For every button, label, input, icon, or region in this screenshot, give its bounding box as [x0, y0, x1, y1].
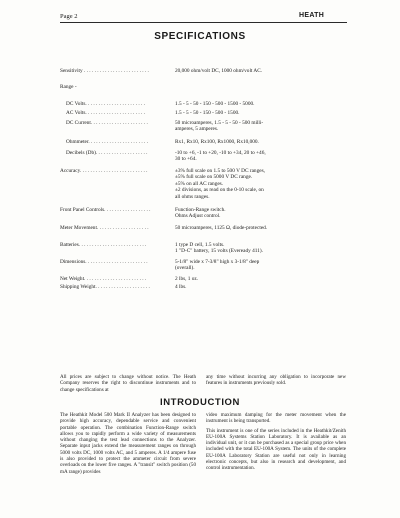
spec-value-line: 20,000 ohm/volt DC, 1000 ohm/volt AC.: [175, 68, 263, 74]
header-rule: [60, 22, 347, 23]
spec-label: Front Panel Controls. . . . . . . . . . . . . . . . . .: [60, 207, 151, 213]
spec-value-line: 50 microamperes, 1125 Ω, diode-protected.: [175, 225, 268, 231]
notice-left: [60, 374, 196, 396]
spec-value: [175, 139, 350, 145]
spec-label: Decibels (Db). . . . . . . . . . . . . . . . . . . .: [66, 150, 148, 156]
spec-value-line: amperes, 5 amperes.: [175, 126, 219, 133]
spec-value: [175, 242, 350, 255]
spec-value-line: 1.5 - 5 - 50 - 150 - 500 - 1500 - 5000.: [175, 101, 255, 107]
intro-left-paragraph: The Heathkit Model 500 Mark II Analyzer has been designed to provide high accuracy, dependable service and convenient portable operation. The combination Function-Range switch allows you to rapidly perform a wide variety of measurements without changing the test lead connections to the Analyzer. Separate input jacks extend the measurement ranges on through 5000 volts DC, 1000 volts AC, and 5 amperes. A 1/4 ampere fuse is also provided to protect the ammeter circuit from severe overloads on the lower five ranges. A "transit" switch position (50 mA range) provides: [60, 412, 196, 475]
spec-value-line: Ohms Adjust control.: [175, 213, 221, 220]
spec-value-line: 4 lbs.: [175, 284, 187, 290]
spec-value-line: 30 to +64.: [175, 156, 197, 163]
spec-value: [175, 110, 350, 116]
intro-right-paragraph: video maximum damping for the meter movement when the instrument is being transported.: [206, 412, 346, 425]
spec-value: [175, 120, 350, 133]
page-number: Page 2: [60, 13, 78, 20]
spec-label: Net Weight. . . . . . . . . . . . . . . . . . . . . . . .: [60, 276, 147, 282]
spec-value: [175, 150, 350, 163]
spec-value-line: Rx1, Rx10, Rx100, Rx1000, Rx10,000.: [175, 139, 259, 145]
spec-label: Meter Movement. . . . . . . . . . . . . . . . . . . .: [60, 225, 149, 231]
spec-label: DC Volts. . . . . . . . . . . . . . . . . . . . . . .: [66, 101, 145, 107]
spec-value: [175, 259, 350, 272]
spec-value-line: 2 lbs, 1 oz.: [175, 276, 199, 282]
spec-label: Dimensions. . . . . . . . . . . . . . . . . . . . . . . .: [60, 259, 148, 265]
spec-label: Range -: [60, 84, 77, 90]
spec-value-line: all ohms ranges.: [175, 193, 210, 200]
spec-value-line: 1.5 - 5 - 50 - 150 - 500 - 1500.: [175, 110, 240, 116]
spec-label: DC Current. . . . . . . . . . . . . . . . . . . . . .: [66, 120, 148, 126]
specifications-title: SPECIFICATIONS: [154, 31, 246, 42]
spec-label: Batteries. . . . . . . . . . . . . . . . . . . . . . . . . .: [60, 242, 147, 248]
spec-value-line: ±2 divisions, as read on the 0-10 scale, on: [175, 187, 264, 194]
spec-value-line: 1 "D-C" battery, 15 volts (Eveready 411).: [175, 248, 263, 255]
spec-value-line: (overall).: [175, 265, 195, 272]
spec-value-line: -10 to +6, -1 to +20, -10 to +34, 20 to +46,: [175, 150, 266, 156]
spec-value: [175, 168, 350, 200]
spec-label: AC Volts. . . . . . . . . . . . . . . . . . . . . . .: [66, 110, 145, 116]
notice-right: [206, 374, 346, 390]
spec-label: Sensitivity . . . . . . . . . . . . . . . . . . . . . . . . .: [60, 68, 149, 74]
brand-name: HEATH: [299, 12, 325, 19]
spec-value-line: 5-1/8" wide x 7-3/8" high x 3-1/8" deep: [175, 259, 260, 265]
spec-value: [175, 101, 350, 107]
spec-value: [175, 68, 350, 74]
spec-value-line: 1 type D cell, 1.5 volts.: [175, 242, 225, 248]
introduction-title: INTRODUCTION: [159, 397, 241, 408]
notice-right-text: any time without incurring any obligation to incorporate new features in instruments previously sold.: [206, 374, 346, 387]
spec-value-line: Function-Range switch.: [175, 207, 226, 213]
introduction-right-column: [206, 412, 346, 475]
spec-value: [175, 276, 350, 282]
spec-value: [175, 284, 350, 290]
spec-label: Ohmmeter. . . . . . . . . . . . . . . . . . . . . . .: [66, 139, 148, 145]
spec-label: Shipping Weight. . . . . . . . . . . . . . . . . . . . .: [60, 284, 150, 290]
spec-value: [175, 225, 350, 231]
spec-value: [175, 207, 350, 220]
intro-right-paragraph: This instrument is one of the series included in the Heathkit/Zenith EU-100A Systems Station Laboratory. It is available as an individual unit, or it can be purchased as a special group price when included with the total EU-100A System. The units of the complete EU-100A Laboratory Station are useful not only in learning electronic concepts, but also in research and development, and control instrumentation.: [206, 427, 346, 472]
spec-value-line: ±5% on all AC ranges.: [175, 180, 224, 187]
spec-value-line: ±5% full scale on 5000 V DC range.: [175, 174, 253, 181]
spec-value-line: 50 microamperes, 1.5 - 5 - 50 - 500 milli-: [175, 120, 264, 126]
notice-left-text: All prices are subject to change without notice. The Heath Company reserves the right to discontinue instruments and to change specifications at: [60, 374, 196, 393]
spec-value-line: ±3% full scale on 1.5 to 500 V DC ranges,: [175, 168, 265, 174]
spec-label: Accuracy. . . . . . . . . . . . . . . . . . . . . . . . . .: [60, 168, 148, 174]
introduction-left-column: [60, 412, 196, 478]
